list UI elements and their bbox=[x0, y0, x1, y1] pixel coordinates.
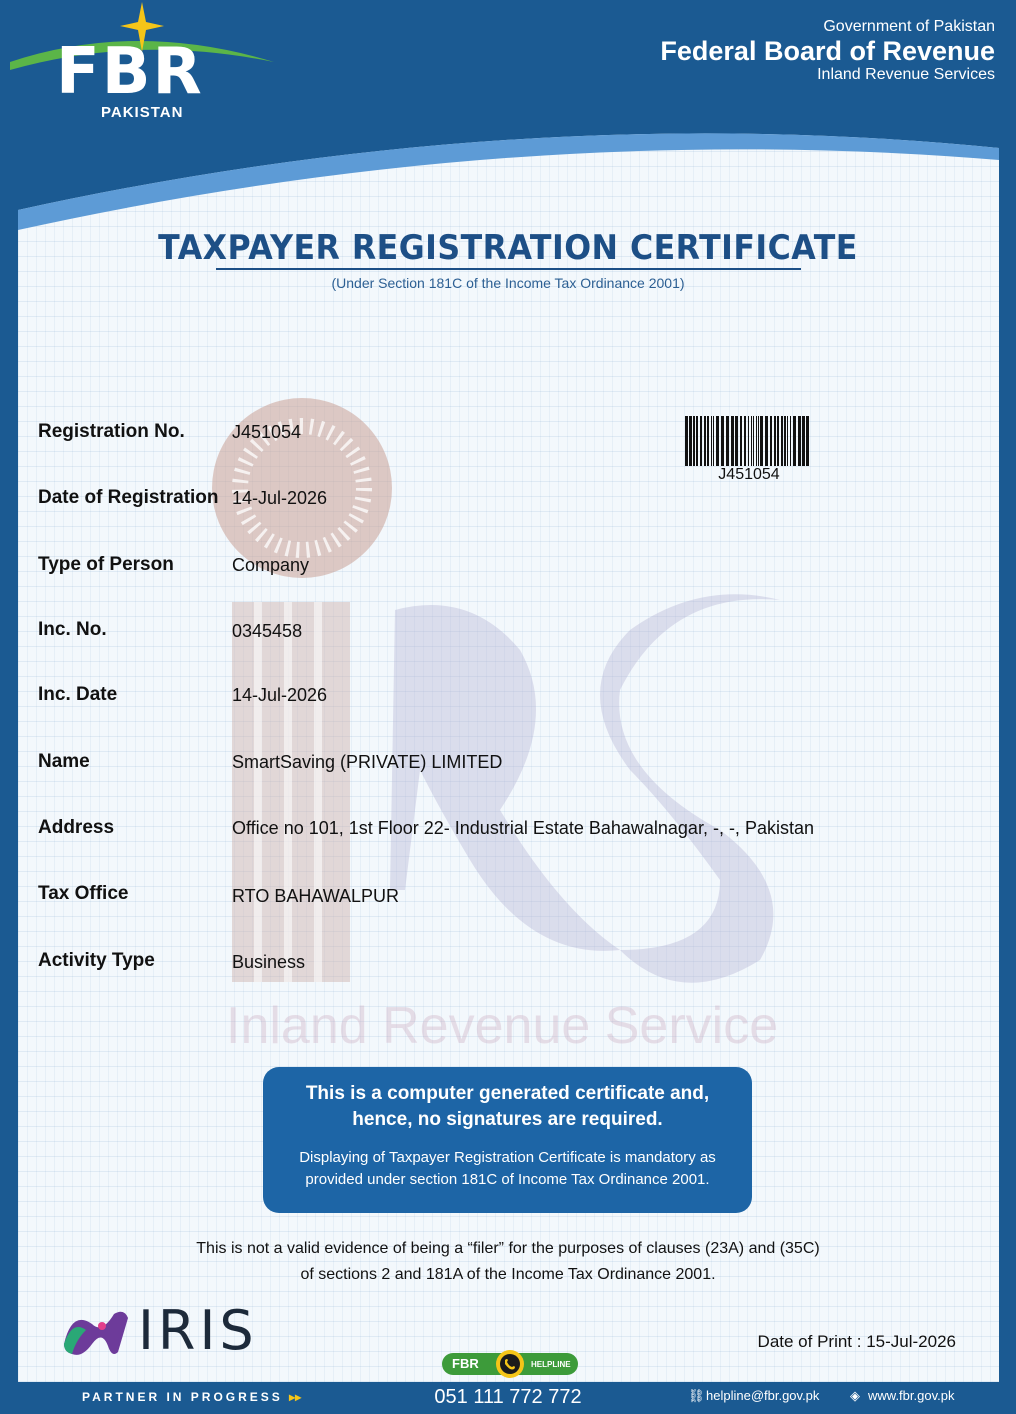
website-text: www.fbr.gov.pk bbox=[868, 1388, 955, 1403]
helpline-tag: HELPLINE bbox=[531, 1360, 571, 1369]
service-label: Inland Revenue Services bbox=[817, 66, 995, 83]
barcode-bar bbox=[744, 416, 746, 466]
name-value: SmartSaving (PRIVATE) LIMITED bbox=[232, 752, 503, 772]
registration-no-label: Registration No. bbox=[38, 421, 185, 442]
barcode-bar bbox=[784, 416, 786, 466]
barcode-bar bbox=[781, 416, 783, 466]
watermark-text: Inland Revenue Service bbox=[226, 997, 779, 1055]
barcode-bar bbox=[696, 416, 698, 466]
barcode-bar bbox=[716, 416, 719, 466]
notice-heading bbox=[263, 1081, 752, 1133]
inc-date-value: 14-Jul-2026 bbox=[232, 685, 328, 705]
network-icon: ⛓ bbox=[688, 1388, 705, 1403]
barcode-bar bbox=[756, 416, 757, 466]
notice-body bbox=[263, 1147, 752, 1191]
barcode-bar bbox=[726, 416, 729, 466]
name-label: Name bbox=[38, 751, 90, 772]
helpline-number[interactable]: 051 111 772 772 bbox=[434, 1386, 582, 1408]
barcode-bar bbox=[793, 416, 796, 466]
barcode-bar bbox=[802, 416, 805, 466]
logo-text: FBR bbox=[56, 35, 204, 109]
barcode-bar bbox=[689, 416, 692, 466]
barcode-bar bbox=[748, 416, 749, 466]
barcode-bar bbox=[758, 416, 759, 466]
barcode-bar bbox=[774, 416, 776, 466]
registration-date-value: 14-Jul-2026 bbox=[232, 488, 328, 508]
barcode-value: J451054 bbox=[718, 466, 780, 483]
activity-type-value: Business bbox=[232, 952, 306, 972]
computer-generated-notice bbox=[263, 1067, 752, 1213]
globe-icon: ◈ bbox=[850, 1388, 860, 1403]
email-text: helpline@fbr.gov.pk bbox=[706, 1388, 820, 1403]
notice-line-1: This is a computer generated certificate and, bbox=[305, 1083, 710, 1104]
notice-body-line-2: provided under section 181C of Income Tax Ordinance 2001. bbox=[305, 1171, 710, 1188]
footer-email[interactable] bbox=[688, 1388, 819, 1404]
person-type-value: Company bbox=[232, 555, 310, 575]
footer-website[interactable] bbox=[850, 1388, 954, 1404]
barcode-bar bbox=[806, 416, 809, 466]
fbr-logo bbox=[6, 0, 276, 125]
barcode-bar bbox=[693, 416, 695, 466]
barcode-bar bbox=[753, 416, 754, 466]
tax-office-label: Tax Office bbox=[38, 883, 129, 904]
arrow-icon: ▸▸ bbox=[289, 1390, 302, 1404]
iris-logo-text: IRIS bbox=[138, 1299, 258, 1362]
barcode-bar bbox=[711, 416, 712, 466]
barcode-bar bbox=[713, 416, 714, 466]
barcode-bar bbox=[790, 416, 791, 466]
registration-no-value: J451054 bbox=[232, 422, 302, 442]
board-title: Federal Board of Revenue bbox=[660, 36, 995, 66]
tax-office-value: RTO BAHAWALPUR bbox=[232, 886, 400, 906]
barcode-bar bbox=[731, 416, 734, 466]
barcode-bar bbox=[685, 416, 688, 466]
barcode-bar bbox=[787, 416, 788, 466]
registration-date-label: Date of Registration bbox=[38, 487, 219, 508]
address-label: Address bbox=[38, 817, 115, 838]
inc-date-label: Inc. Date bbox=[38, 684, 118, 705]
iris-logo bbox=[62, 1300, 272, 1362]
print-date: Date of Print : 15-Jul-2026 bbox=[757, 1332, 956, 1351]
inc-no-value: 0345458 bbox=[232, 621, 303, 641]
barcode-bar bbox=[798, 416, 801, 466]
government-label: Government of Pakistan bbox=[823, 18, 995, 35]
address-value: Office no 101, 1st Floor 22- Industrial Estate Bahawalnagar, -, -, Pakistan bbox=[232, 818, 814, 838]
barcode-icon bbox=[683, 416, 815, 466]
logo-subtext: PAKISTAN bbox=[101, 104, 184, 121]
barcode-bar bbox=[707, 416, 709, 466]
helpline-label: FBR bbox=[452, 1356, 479, 1371]
barcode-bar bbox=[740, 416, 742, 466]
activity-type-label: Activity Type bbox=[38, 950, 155, 971]
certificate-title: TAXPAYER REGISTRATION CERTIFICATE bbox=[158, 228, 858, 268]
title-underline bbox=[216, 268, 801, 270]
barcode-bar bbox=[700, 416, 702, 466]
certificate-subtitle: (Under Section 181C of the Income Tax Ordinance 2001) bbox=[331, 275, 685, 291]
barcode-bar bbox=[751, 416, 752, 466]
disclaimer-line-2: of sections 2 and 181A of the Income Tax Ordinance 2001. bbox=[300, 1266, 716, 1283]
barcode-bar bbox=[721, 416, 724, 466]
barcode-bar bbox=[735, 416, 738, 466]
barcode-bar bbox=[765, 416, 768, 466]
barcode-bar bbox=[704, 416, 706, 466]
inc-no-label: Inc. No. bbox=[38, 619, 107, 640]
notice-body-line-1: Displaying of Taxpayer Registration Certificate is mandatory as bbox=[299, 1149, 716, 1166]
barcode-bar bbox=[770, 416, 772, 466]
person-type-label: Type of Person bbox=[38, 554, 174, 575]
disclaimer-line-1: This is not a valid evidence of being a “filer” for the purposes of clauses (23A) and (35C) bbox=[196, 1240, 820, 1257]
partner-text: PARTNER IN PROGRESS bbox=[82, 1390, 283, 1404]
notice-line-2: hence, no signatures are required. bbox=[352, 1109, 663, 1130]
barcode-bar bbox=[777, 416, 779, 466]
barcode-bar bbox=[760, 416, 763, 466]
filer-disclaimer bbox=[0, 1236, 1016, 1288]
